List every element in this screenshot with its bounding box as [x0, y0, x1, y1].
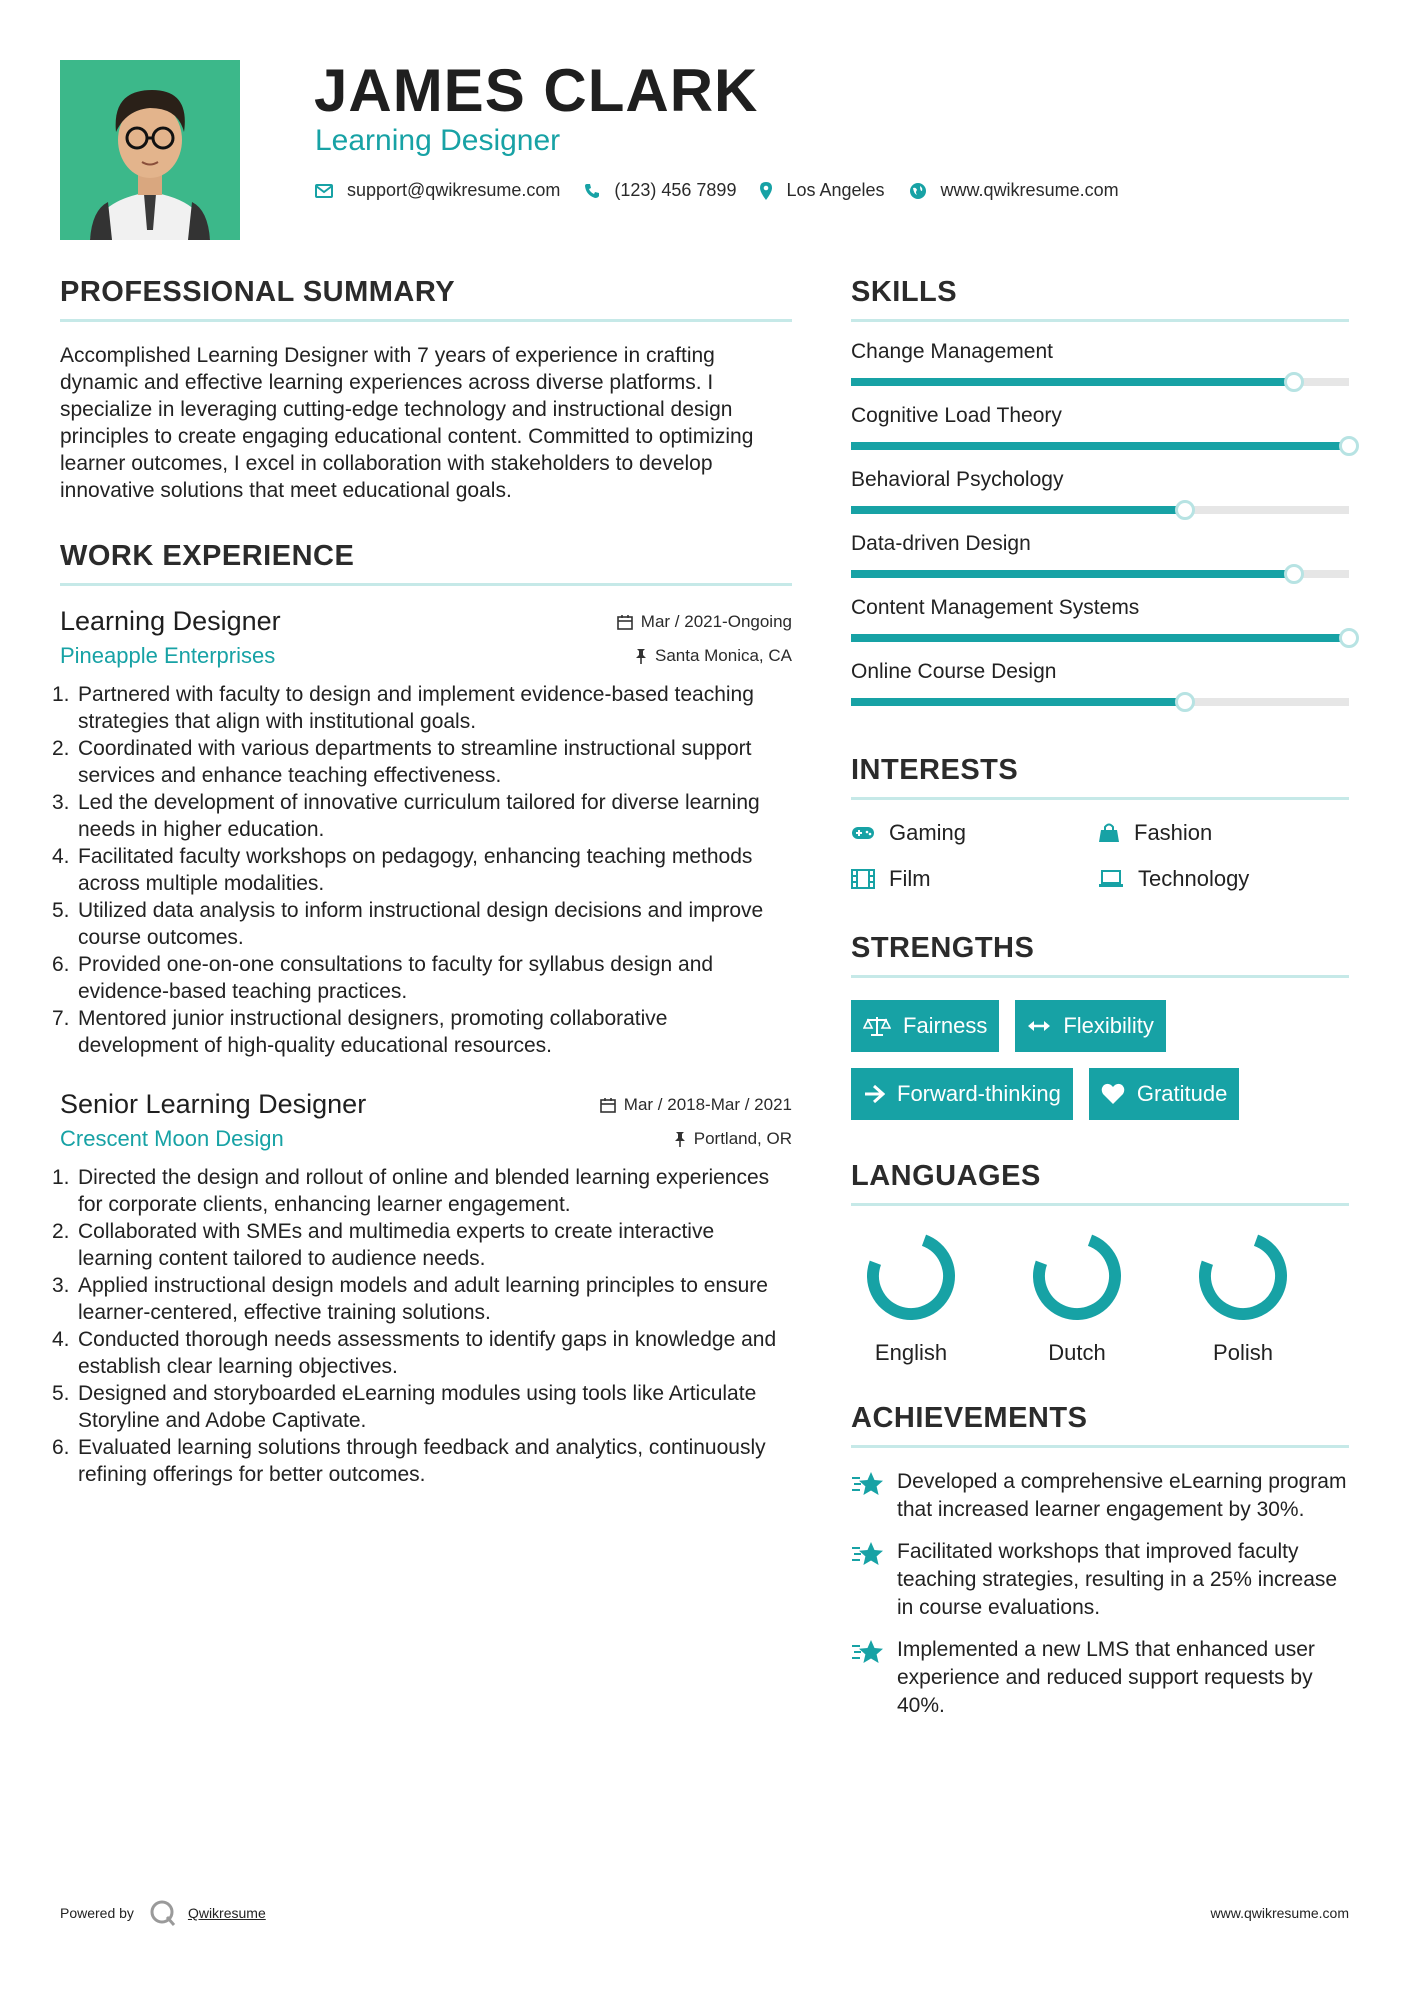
- language-ring: [1031, 1230, 1123, 1322]
- email-text: support@qwikresume.com: [347, 180, 561, 200]
- achievement-text: Implemented a new LMS that enhanced user experience and reduced support requests by 40%.: [897, 1638, 1315, 1717]
- language-item: [1191, 1230, 1295, 1366]
- job-location-text: Santa Monica, CA: [654, 646, 792, 665]
- right-column: [851, 276, 1349, 1734]
- summary-heading: PROFESSIONAL SUMMARY: [60, 276, 792, 322]
- balance-scale-icon: [863, 1015, 891, 1037]
- skill-bar-fill: [851, 442, 1349, 450]
- language-ring: [1197, 1230, 1289, 1322]
- phone-text: (123) 456 7899: [614, 180, 737, 200]
- summary-text: Accomplished Learning Designer with 7 years of experience in crafting dynamic and effective learning experiences across diverse platforms. I specialize in leveraging cutting-edge technology and instructional design principles to create engaging educational content. Committed to optimizing learner outcomes, I excel in collaboration with stakeholders to develop innovative solutions that meet educational goals.: [60, 344, 754, 502]
- skill-name: Change Management: [851, 340, 1053, 363]
- calendar-icon: [600, 1097, 616, 1113]
- strength-label: Flexibility: [1063, 1013, 1154, 1038]
- pushpin-icon: [635, 648, 647, 664]
- skills-list: [851, 340, 1349, 706]
- skill-bar: [851, 378, 1349, 386]
- gamepad-icon: [851, 825, 875, 841]
- skill-item: [851, 660, 1349, 706]
- envelope-icon: [315, 184, 333, 198]
- strength-label: Gratitude: [1136, 1081, 1228, 1106]
- skill-bar-fill: [851, 506, 1185, 514]
- list-item: 1. Partnered with faculty to design and implement evidence-based teaching strategies that align with institutional goals.: [52, 683, 754, 733]
- skills-heading: SKILLS: [851, 276, 1349, 322]
- skill-bar-knob: [1284, 372, 1304, 392]
- candidate-name: JAMES CLARK: [314, 57, 759, 124]
- language-ring-arc: [1031, 1230, 1123, 1322]
- phone-icon: [584, 183, 600, 199]
- list-item: 6. Provided one-on-one consultations to faculty for syllabus design and evidence-based teaching practices.: [52, 953, 714, 1003]
- language-name: Polish: [1213, 1340, 1273, 1365]
- skill-item: [851, 468, 1349, 514]
- list-item: 6. Evaluated learning solutions through feedback and analytics, continuously refining offerings for better outcomes.: [52, 1436, 766, 1486]
- interest-item: [851, 866, 1098, 892]
- interest-item: [851, 820, 1098, 846]
- interest-item: [1098, 866, 1345, 892]
- job-title: Learning Designer: [315, 124, 561, 157]
- job-bullets: [52, 1164, 792, 1488]
- interests-list: [851, 820, 1349, 892]
- job-role: Senior Learning Designer: [60, 1089, 367, 1119]
- job-location: [635, 646, 792, 666]
- skill-bar-knob: [1339, 628, 1359, 648]
- profile-photo: [60, 60, 240, 240]
- interest-label: Technology: [1138, 866, 1250, 891]
- strength-label: Fairness: [903, 1013, 988, 1038]
- heart-icon: [1101, 1083, 1125, 1105]
- interest-label: Film: [889, 866, 931, 891]
- list-item: 4. Facilitated faculty workshops on pedagogy, enhancing teaching methods across multiple modalities.: [52, 845, 753, 895]
- skill-name: Behavioral Psychology: [851, 468, 1064, 491]
- website-text: www.qwikresume.com: [940, 180, 1119, 200]
- job-role: Learning Designer: [60, 606, 281, 636]
- job-location: [674, 1129, 792, 1149]
- language-ring-arc: [1197, 1230, 1289, 1322]
- strength-tag: [851, 1000, 999, 1052]
- list-item: 4. Conducted thorough needs assessments to identify gaps in knowledge and establish clear learning objectives.: [52, 1328, 777, 1378]
- achievement-item: [851, 1538, 1349, 1622]
- achievement-text: Developed a comprehensive eLearning program that increased learner engagement by 30%.: [897, 1470, 1347, 1521]
- language-item: [1025, 1230, 1129, 1366]
- footer-website[interactable]: www.qwikresume.com: [1210, 1905, 1349, 1921]
- contact-email[interactable]: [315, 180, 560, 201]
- achievements-heading: ACHIEVEMENTS: [851, 1402, 1349, 1448]
- shooting-star-icon: [851, 1470, 885, 1498]
- arrows-horizontal-icon: [1027, 1019, 1051, 1033]
- map-marker-icon: [760, 182, 772, 200]
- shooting-star-icon: [851, 1540, 885, 1568]
- strength-tag: [1089, 1068, 1240, 1120]
- strength-tag: [851, 1068, 1073, 1120]
- strengths-heading: STRENGTHS: [851, 932, 1349, 978]
- skill-item: [851, 596, 1349, 642]
- calendar-icon: [617, 614, 633, 630]
- job-company: Crescent Moon Design: [60, 1126, 284, 1151]
- experience-heading: WORK EXPERIENCE: [60, 540, 792, 586]
- strength-tag: [1015, 1000, 1165, 1052]
- list-item: 1. Directed the design and rollout of online and blended learning experiences for corporate clients, enhancing learner engagement.: [52, 1166, 770, 1216]
- interest-label: Gaming: [889, 820, 967, 845]
- skill-item: [851, 340, 1349, 386]
- job-location-text: Portland, OR: [693, 1129, 792, 1148]
- strength-label: Forward-thinking: [897, 1081, 1061, 1106]
- list-item: 5. Utilized data analysis to inform instructional design decisions and improve course outcomes.: [52, 899, 764, 949]
- interest-label: Fashion: [1134, 820, 1213, 845]
- strengths-list: [851, 1000, 1349, 1120]
- powered-by-text: Powered by: [60, 1905, 134, 1921]
- skill-bar-fill: [851, 698, 1185, 706]
- job-date: [600, 1095, 792, 1115]
- list-item: 2. Collaborated with SMEs and multimedia experts to create interactive learning content tailored to audience needs.: [52, 1220, 715, 1270]
- list-item: 3. Applied instructional design models and adult learning principles to ensure learner-centered, effective training solutions.: [52, 1274, 768, 1324]
- skill-bar: [851, 698, 1349, 706]
- skill-name: Cognitive Load Theory: [851, 404, 1062, 427]
- language-ring: [865, 1230, 957, 1322]
- skill-bar: [851, 570, 1349, 578]
- language-ring-arc: [865, 1230, 957, 1322]
- location-text: Los Angeles: [786, 180, 885, 200]
- skill-item: [851, 532, 1349, 578]
- achievements-list: [851, 1468, 1349, 1720]
- skill-item: [851, 404, 1349, 450]
- job-bullets: [52, 681, 792, 1059]
- brand-link[interactable]: Qwikresume: [187, 1905, 266, 1921]
- shooting-star-icon: [851, 1638, 885, 1666]
- skill-bar-knob: [1284, 564, 1304, 584]
- achievement-item: [851, 1468, 1349, 1524]
- list-item: 5. Designed and storyboarded eLearning modules using tools like Articulate Storyline and Adobe Captivate.: [52, 1382, 757, 1432]
- portrait-image: [60, 60, 240, 240]
- job-entry: [52, 1089, 792, 1488]
- contact-phone[interactable]: [584, 180, 736, 201]
- language-name: English: [874, 1340, 948, 1365]
- globe-icon: [909, 182, 927, 200]
- language-item: [859, 1230, 963, 1366]
- skill-bar-knob: [1175, 500, 1195, 520]
- interests-heading: INTERESTS: [851, 754, 1349, 800]
- skill-bar-knob: [1339, 436, 1359, 456]
- skill-bar: [851, 506, 1349, 514]
- job-date: [617, 612, 792, 632]
- language-name: Dutch: [1048, 1340, 1106, 1365]
- pushpin-icon: [674, 1131, 686, 1147]
- skill-bar-fill: [851, 570, 1294, 578]
- skill-name: Data-driven Design: [851, 532, 1031, 555]
- qwikresume-logo-icon: [148, 1898, 178, 1928]
- interest-item: [1098, 820, 1345, 846]
- footer-powered-by: [60, 1898, 266, 1928]
- list-item: 2. Coordinated with various departments to streamline instructional support services and enhance teaching effectiveness.: [52, 737, 752, 787]
- job-entry: [52, 606, 792, 1059]
- list-item: 7. Mentored junior instructional designers, promoting collaborative development of high-quality educational resources.: [52, 1007, 668, 1057]
- skill-bar-fill: [851, 378, 1294, 386]
- contact-bar: [315, 180, 1143, 201]
- languages-list: [851, 1230, 1349, 1366]
- film-icon: [851, 869, 875, 889]
- laptop-icon: [1098, 870, 1124, 888]
- skill-bar-fill: [851, 634, 1349, 642]
- contact-website[interactable]: [909, 180, 1119, 201]
- left-column: [52, 276, 792, 1488]
- skill-bar: [851, 634, 1349, 642]
- shopping-bag-icon: [1098, 823, 1120, 843]
- achievement-text: Facilitated workshops that improved faculty teaching strategies, resulting in a 25% increase in course evaluations.: [897, 1540, 1338, 1619]
- skill-name: Content Management Systems: [851, 596, 1140, 619]
- arrow-right-icon: [863, 1084, 885, 1104]
- job-date-text: Mar / 2018-Mar / 2021: [623, 1095, 792, 1114]
- skill-name: Online Course Design: [851, 660, 1057, 683]
- list-item: 3. Led the development of innovative curriculum tailored for diverse learning needs in higher education.: [52, 791, 760, 841]
- achievement-item: [851, 1636, 1349, 1720]
- languages-heading: LANGUAGES: [851, 1160, 1349, 1206]
- job-company: Pineapple Enterprises: [60, 643, 276, 668]
- skill-bar-knob: [1175, 692, 1195, 712]
- contact-location: [760, 180, 884, 201]
- job-date-text: Mar / 2021-Ongoing: [640, 612, 792, 631]
- skill-bar: [851, 442, 1349, 450]
